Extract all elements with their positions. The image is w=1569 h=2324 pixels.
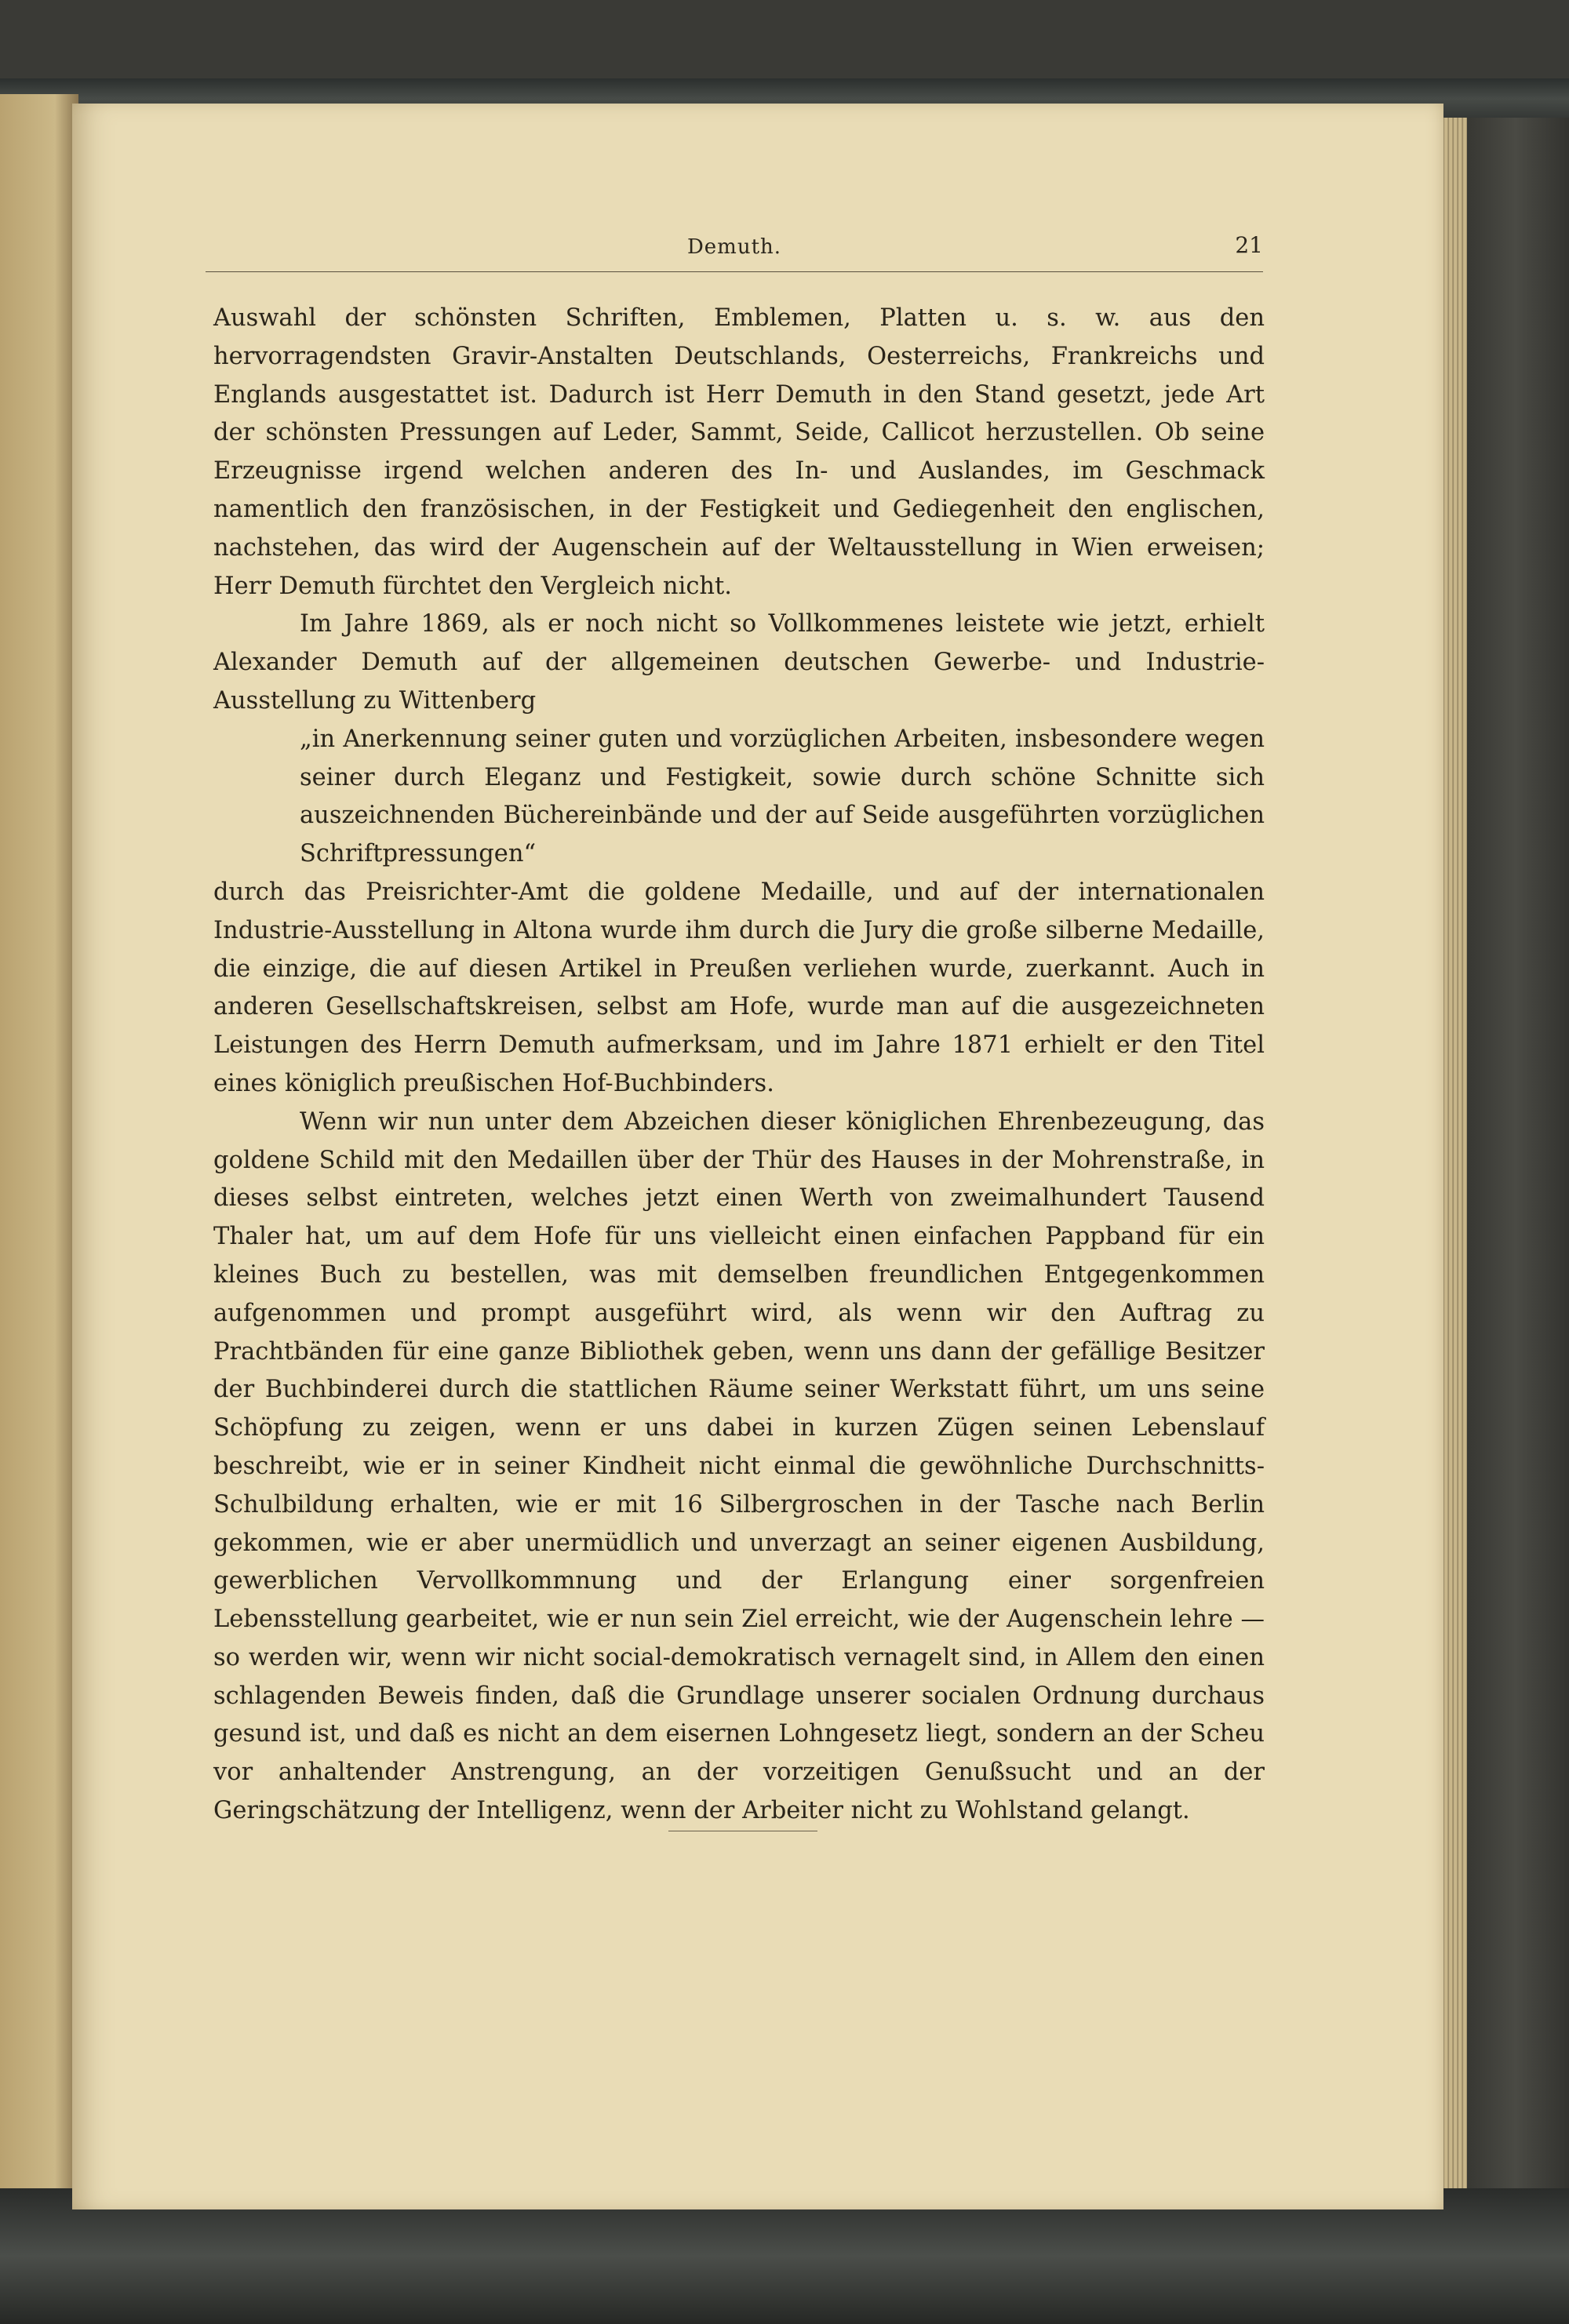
body-text [213, 300, 1265, 1831]
paragraph: Auswahl der schönsten Schriften, Emblemen, Platten u. s. w. aus den hervorragendsten Gravir-Anstalten Deutschlands, Oesterreichs, Frankreichs und Englands ausgestattet ist. Dadurch ist Herr Demuth in den Stand gesetzt, jede Art der schönsten Pressungen auf Leder, Sammt, Seide, Callicot herzustellen. Ob seine Erzeugnisse irgend welchen anderen des In- und Auslandes, im Geschmack namentlich den französischen, in der Festigkeit und Gediegenheit den englischen, nachstehen, das wird der Augenschein auf der Weltausstellung in Wien erweisen; Herr Demuth fürchtet den Vergleich nicht. [213, 304, 1265, 600]
paragraph: Im Jahre 1869, als er noch nicht so Vollkommenes leistete wie jetzt, erhielt Alexander Demuth auf der allgemeinen deutschen Gewerbe- und Industrie-Ausstellung zu Wittenberg [213, 610, 1265, 715]
page-number: 21 [1235, 232, 1263, 258]
paragraph: Wenn wir nun unter dem Abzeichen dieser königlichen Ehrenbezeugung, das goldene Schild mit den Medaillen über der Thür des Hauses in der Mohrenstraße, in dieses selbst eintreten, welches jetzt einen Werth von zweimalhundert Tausend Thaler hat, um auf dem Hofe für uns vielleicht einen einfachen Pappband für ein kleines Buch zu bestellen, was mit demselben freundlichen Entgegenkommen aufgenommen und prompt ausgeführt wird, als wenn wir den Auftrag zu Prachtbänden für eine ganze Bibliothek geben, wenn uns dann der gefällige Besitzer der Buchbinderei durch die stattlichen Räume seiner Werkstatt führt, um uns seine Schöpfung zu zeigen, wenn er uns dabei in kurzen Zügen seinen Lebenslauf beschreibt, wie er in seiner Kindheit nicht einmal die gewöhnliche Durchschnitts-Schulbildung erhalten, wie er mit 16 Silbergroschen in der Tasche nach Berlin gekommen, wie er aber unermüdlich und unverzagt an seiner eigenen Ausbildung, gewerblichen Vervollkommnung und der Erlangung einer sorgenfreien Lebensstellung gearbeitet, wie er nun sein Ziel erreicht, wie der Augenschein lehre — so werden wir, wenn wir nicht social-demokratisch vernagelt sind, in Allem den einen schlagenden Beweis finden, daß die Grundlage unserer socialen Ordnung durchaus gesund ist, und daß es nicht an dem eisernen Lohngesetz liegt, sondern an der Scheu vor anhaltender Anstrengung, an der vorzeitigen Genußsucht und an der Geringschätzung der Intelligenz, wenn der Arbeiter nicht zu Wohlstand gelangt. [213, 1107, 1265, 1825]
page-header [206, 232, 1263, 272]
paragraph: durch das Preisrichter-Amt die goldene Medaille, und auf der internationalen Industrie-Ausstellung in Altona wurde ihm durch die Jury die große silberne Medaille, die einzige, die auf diesen Artikel in Preußen verliehen wurde, zuerkannt. Auch in anderen Gesellschaftskreisen, selbst am Hofe, wurde man auf die ausgezeichneten Leistungen des Herrn Demuth aufmerksam, und im Jahre 1871 erhielt er den Titel eines königlich preußischen Hof-Buchbinders. [213, 878, 1265, 1097]
running-head: Demuth. [686, 235, 782, 259]
left-page-edge [0, 94, 78, 2212]
quotation: „in Anerkennung seiner guten und vorzüglichen Arbeiten, insbesondere wegen seiner durch Eleganz und Festigkeit, sowie durch schöne Schnitte sich auszeichnenden Büchereinbände und der auf Seide ausgeführten vorzüglichen Schriftpressungen“ [300, 725, 1265, 868]
